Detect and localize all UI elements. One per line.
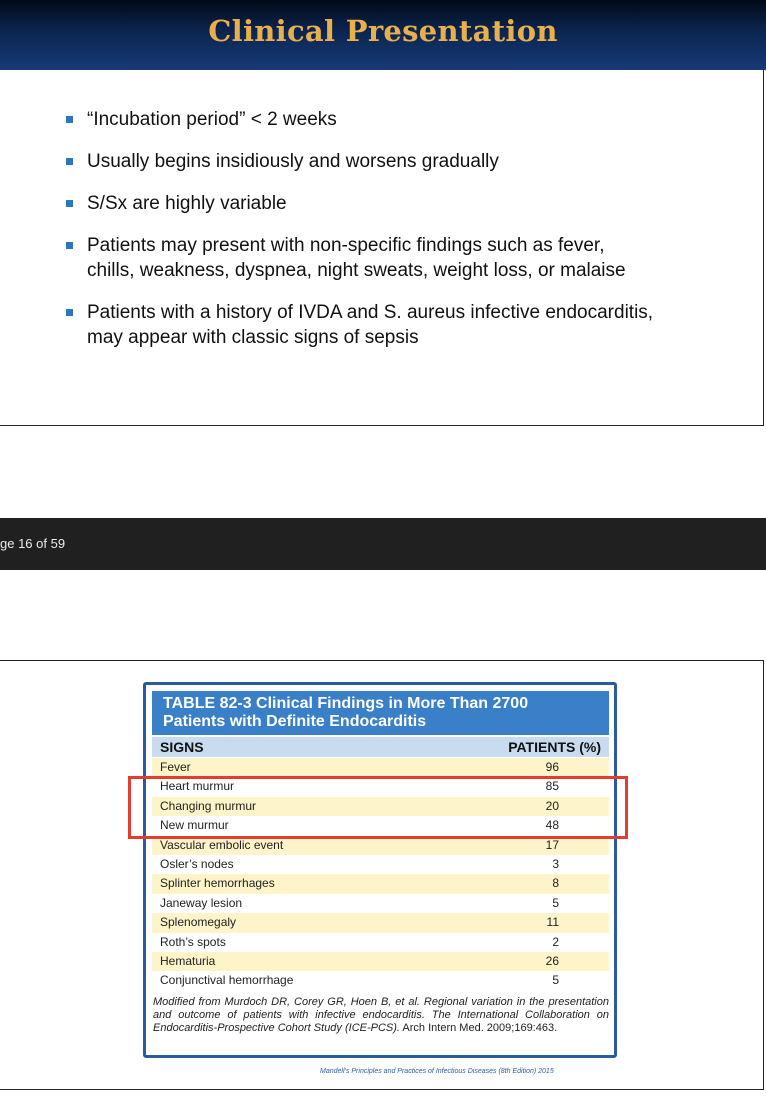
page-indicator-bar [0,518,766,570]
sign-cell: Heart murmur [160,779,235,794]
bullet-text: Patients with a history of IVDA and S. aureus infective endocarditis, [87,302,654,323]
value-cell: 85 [545,779,559,794]
bullet-square-icon [66,200,73,207]
table-title-line-1: TABLE 82-3 Clinical Findings in More Than 2700 [163,695,529,712]
value-cell: 26 [545,953,559,968]
sign-cell: Fever [160,760,191,774]
column-header-patients: PATIENTS (%) [508,739,601,755]
table-column-header [152,737,609,757]
sign-cell: Conjunctival hemorrhage [160,973,294,988]
table-row [152,758,609,777]
value-cell: 5 [552,895,559,910]
table-title [152,691,609,735]
bullet-item [66,300,726,350]
sign-cell: Hematuria [160,953,216,968]
sign-cell: Splenomegaly [160,915,237,930]
value-cell: 2 [552,934,559,949]
sign-cell: Changing murmur [160,798,257,813]
column-header-signs: SIGNS [160,739,204,755]
table-caption [153,996,609,1035]
table-row [152,913,609,932]
bullet-square-icon [66,116,73,123]
bullet-square-icon [66,309,73,316]
bullet-text-cont: may appear with classic signs of sepsis [87,327,419,348]
table-row [152,952,609,971]
bullet-text: S/Sx are highly variable [87,193,287,214]
value-cell: 48 [545,818,559,833]
bullet-text: Usually begins insidiously and worsens gradually [87,151,499,172]
murmur-highlight-box [128,776,628,839]
sign-cell: Osler’s nodes [160,856,234,871]
slide-title: Clinical Presentation [208,14,558,48]
slide-title-bar [0,0,766,70]
table-row [152,933,609,952]
value-cell: 96 [545,760,559,774]
sign-cell: Vascular embolic event [160,837,284,852]
sign-cell: Roth’s spots [160,934,226,949]
bullet-item [66,107,726,132]
table-title-line-2: Patients with Definite Endocarditis [163,713,427,730]
bullet-text: “Incubation period” < 2 weeks [87,109,337,130]
bullet-text-cont: chills, weakness, dyspnea, night sweats, weight loss, or malaise [87,260,626,281]
bullet-item [66,149,726,174]
bullet-list [66,107,726,367]
source-citation: Mandell’s Principles and Practices of Infectious Diseases (8th Edition) 2015 [320,1068,554,1075]
bullet-square-icon [66,242,73,249]
page-indicator: ge 16 of 59 [0,536,66,551]
value-cell: 3 [552,856,559,871]
bullet-square-icon [66,158,73,165]
sign-cell: Janeway lesion [160,895,243,910]
bullet-item [66,191,726,216]
sign-cell: Splinter hemorrhages [160,876,275,891]
value-cell: 5 [552,973,559,988]
value-cell: 20 [545,798,559,813]
value-cell: 11 [546,915,559,930]
table-row [152,855,609,874]
caption-citation: Modified from Murdoch DR, Corey GR, Hoen B, et al. Regional variation in the presentation and outcome of patients with infective endocarditis. The International Collaboration on Endocarditis-Prospective Cohort Study (ICE-PCS). [153,996,609,1034]
table-row [152,874,609,893]
sign-cell: New murmur [160,818,229,833]
bullet-text: Patients may present with non-specific findings such as fever, [87,235,605,256]
caption-journal: Arch Intern Med. 2009;169:463. [399,1022,558,1034]
value-cell: 8 [552,876,559,891]
value-cell: 17 [545,837,559,852]
bullet-item [66,233,726,283]
table-row [152,971,609,990]
table-row [152,894,609,913]
